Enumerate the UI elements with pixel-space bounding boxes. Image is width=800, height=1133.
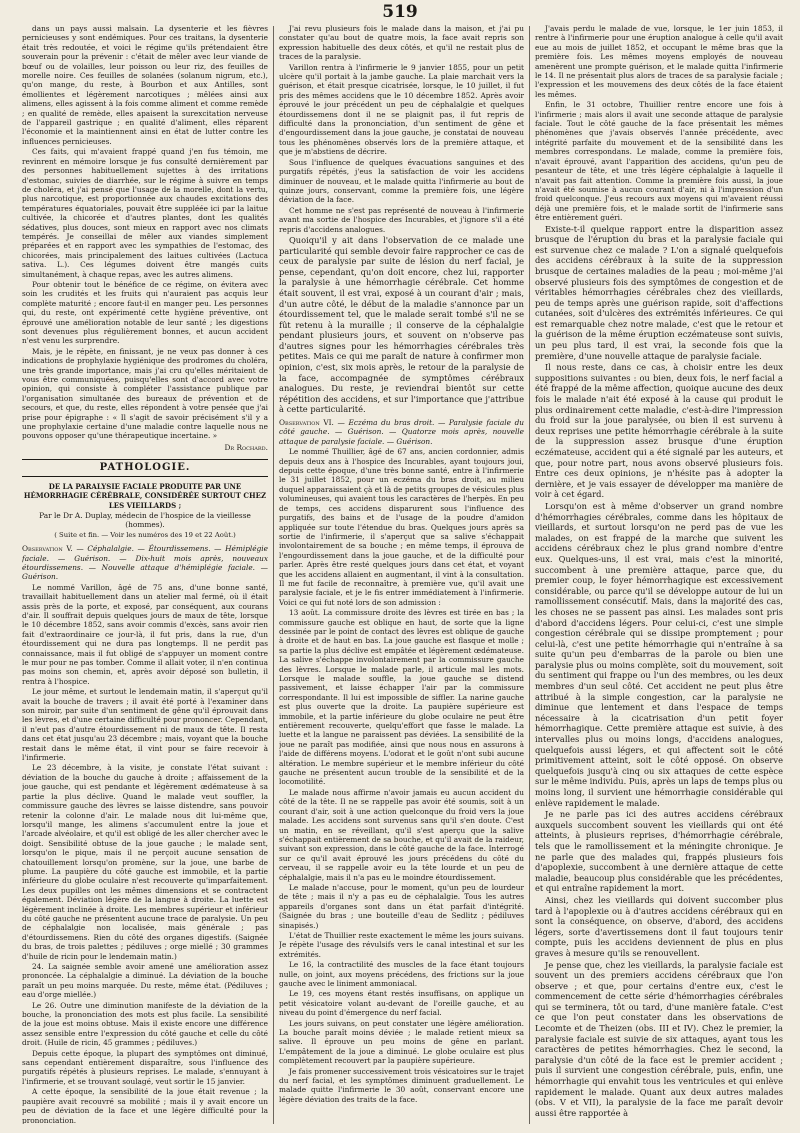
paragraph: Lorsqu'on est à même d'observer un grand nombre d'hémorrhagies cérébrales, comme dans les hôpitaux de vieillards, et surtout lorsqu'on ne perd pas de vue les malades, on est frappé de la marche que suivent les accidens cérébraux chez le plus grand nombre d'entre eux. Quelques-uns, il est vrai, mais c'est la minorité, succombent à une première attaque, parce que, du premier coup, le foyer hémorrhagique est excessivement considérable, ou parce qu'il se développe autour de lui un ramollissement consécutif. Mais, dans la majorité des cas, les choses ne se passent pas ainsi. Les malades sont pris d'abord d'accidens légers. Pour celui-ci, c'est une simple congestion cérébrale qui se dissipe promptement ; pour celui-là, c'est une petite hémorrhagie qui n'entraîne à sa suite qu'un peu d'embarras de la parole ou bien une paralysie plus ou moins complète, soit du mouvement, soit du sentiment qui frappe ou l'un des membres, ou les deux membres d'un seul côté. Cet accident ne peut plus être attribué à la simple congestion, car la paralysie ne diminue que lentement et dans l'espace de temps nécessaire à la cicatrisation d'un petit foyer hémorrhagique. Cette première attaque est suivie, à des intervalles plus ou moins longs, d'accidens analogues, quelquefois aussi légers, et qui affectent soit le côté primitivement atteint, soit le côté opposé. On observe quelquefois jusqu'à cinq ou six attaques de cette espèce sur le même individu. Puis, après un laps de temps plus ou moins long, il survient une hémorrhagie considérable qui enlève rapidement le malade.	[535, 500, 783, 808]
paragraph: Enfin, le 31 octobre, Thuillier rentre encore une fois à l'infirmerie ; mais alors il avait une seconde attaque de paralysie faciale. Tout le côté gauche de la face présentait les mêmes phénomènes que j'avais observés l'année précédente, avec intégrité parfaite du mouvement et de la sensibilité dans les membres correspondans. Le malade, comme la première fois, n'avait éprouvé, avant l'apparition des accidens, qu'un peu de pesanteur de tête, et une très légère céphalalgie à laquelle il n'avait pas fait attention. Comme la première fois aussi, la joue n'avait été soumise à aucun courant d'air, ni à l'impression d'un froid quelconque. J'eus recours aux moyens qui m'avaient réussi déjà une première fois, et le malade sortit de l'infirmerie sans être entièrement guéri.	[535, 100, 783, 223]
paragraph: Le nommé Thuillier, âgé de 67 ans, ancien cordonnier, admis depuis deux ans à l'hospice des Incurables, ayant toujours joui, depuis cette époque, d'une très bonne santé, entre à l'infirmerie le 31 juillet 1852, pour un eczéma du bras droit, au milieu duquel apparaissaient çà et là de petits groupes de vésicules plus volumineuses, qui avaient tous les caractères de l'herpès. En peu de temps, ces accidens disparurent sous l'influence des purgatifs, des bains et de l'usage de la poudre d'amidon appliquée sur toute l'étendue du bras. Quelques jours après sa sortie de l'infirmerie, il s'aperçut que sa salive s'échappait involontairement de sa bouche ; en même temps, il éprouva de l'engourdissement dans la joue gauche, et de la difficulté pour parler. Après être resté quelques jours dans cet état, et voyant que les accidens allaient en augmentant, il vint à la consultation. Il me fut facile de reconnaître, à première vue, qu'il avait une paralysie faciale, et je le fis entrer immédiatement à l'infirmerie. Voici ce qui fut noté lors de son admission :	[279, 447, 524, 607]
observation-heading	[279, 418, 524, 446]
paragraph: Ainsi, chez les vieillards qui doivent succomber plus tard à l'apoplexie ou à d'autres accidens cérébraux qui en sont la conséquence, on observe, d'abord, des accidens légers, sorte d'avertissemens dont il faut toujours tenir compte, puis les accidens deviennent de plus en plus graves à mesure qu'ils se renouvellent.	[535, 894, 783, 958]
paragraph: Cet homme ne s'est pas représenté de nouveau à l'infirmerie avant ma sortie de l'hospice des Incurables, et j'ignore s'il a été repris d'accidens analogues.	[279, 205, 524, 234]
paragraph: Existe-t-il quelque rapport entre la disparition assez brusque de l'éruption du bras et la paralysie faciale qui est survenue chez ce malade ? L'on a signalé quelquefois des accidens cérébraux à la suite de la suppression brusque de certaines maladies de la peau ; moi-même j'ai observé plusieurs fois des symptômes de congestion et de véritables hémorrhagies cérébrales chez des vieillards, peu de temps après une guérison rapide, soit d'affections cutanées, soit d'ulcères des extrémités inférieures. Ce qui est remarquable chez notre malade, c'est que le retour et la guérison de la même éruption eczémateuse sont suivis, un peu plus tard, il est vrai, la seconde fois que la première, d'une nouvelle attaque de paralysie faciale.	[535, 223, 783, 361]
paragraph: Le jour même, et surtout le lendemain matin, il s'aperçut qu'il avait la bouche de travers ; il avait été porté à l'examiner dans son miroir, par suite d'un sentiment de gêne qu'il éprouvait dans les lèvres, et d'une certaine difficulté pour prononcer. Cependant, il n'eut pas d'autre étourdissement ni de maux de tête. Il resta dans cet état jusqu'au 23 décembre ; mais, voyant que la bouche restait dans le même état, il vint pour se faire recevoir à l'infirmerie.	[22, 687, 268, 763]
paragraph: 24. La saignée semble avoir amené une amélioration assez prononcée. La céphalalgie a diminué. La déviation de la bouche paraît un peu moins marquée. Du reste, même état. (Pédiluves ; eau d'orge miellée.)	[22, 962, 268, 1000]
paragraph: Sous l'influence de quelques évacuations sanguines et des purgatifs répétés, j'eus la satisfaction de voir les accidens diminuer de nouveau, et le malade quitta l'infirmerie au bout de quinze jours, conservant, comme la première fois, une légère déviation de la face.	[279, 157, 524, 205]
column-1	[22, 24, 268, 1124]
column-3	[535, 24, 783, 1124]
paragraph: Le 23 décembre, à la visite, je constate l'état suivant : déviation de la bouche du gauche à droite ; affaissement de la joue gauche, qui est pendante et légèrement œdémateuse à sa partie la plus déclive. Quand le malade veut souffler, la commissure gauche des lèvres se laisse distendre, sans pouvoir retenir la colonne d'air. Le malade nous dit lui-même que, lorsqu'il mange, les alimens s'accumulent entre la joue et l'arcade alvéolaire, et qu'il est obligé de les aller chercher avec le doigt. Sensibilité obtuse de la joue gauche ; le malade sent, lorsqu'on le pique, mais il ne perçoit aucune sensation de chatouillement lorsqu'on promène, sur la joue, une barbe de plume. La paupière du côté gauche est immobile, et la partie inférieure du globe oculaire n'est recouverte qu'imparfaitement. Les deux pupilles ont les mêmes dimensions et se contractent également. Déviation légère de la langue à droite. La luette est légèrement inclinée à droite. Les membres supérieur et inférieur du côté gauche ne présentent aucune trace de paralysie. Un peu de céphalalgie non localisée, mais générale ; pas d'étourdissemens. Rien du côté des organes digestifs. (Saignée du bras, de trois palettes ; pédiluves ; orge miellé ; 30 grammes d'huile de ricin pour le lendemain matin.)	[22, 763, 268, 961]
column-rule-right	[529, 26, 530, 1124]
paragraph: Les jours suivans, on peut constater une légère amélioration. La bouche paraît moins déviée ; le malade retient mieux sa salive. Il éprouve un peu moins de gêne en parlant. L'empâtement de la joue a diminué. Le globe oculaire est plus complètement recouvert par la paupière supérieure.	[279, 1018, 524, 1066]
paragraph: Le malade n'accuse, pour le moment, qu'un peu de lourdeur de tête ; mais il n'y a pas eu de céphalalgie. Tous les autres appareils d'organes sont dans un état parfait d'intégrité. (Saignée du bras ; une bouteille d'eau de Sedlitz ; pédiluves sinapisés.)	[279, 882, 524, 930]
observation-heading	[22, 544, 268, 582]
paragraph: Je fais promener successivement trois vésicatoires sur le trajet du nerf facial, et les symptômes diminuent graduellement. Le malade quitte l'infirmerie le 30 août, conservant encore une légère déviation des traits de la face.	[279, 1066, 524, 1104]
paragraph: dans un pays aussi malsain. La dysenterie et les fièvres pernicieuses y sont endémiques. Pour ces traitans, la dysenterie était très redoutée, et voici le régime qu'ils prétendaient être souverain pour la prévenir : c'était de mêler avec leur viande de bœuf ou de volailles, leur poisson ou leur riz, des feuilles de morelle noire. Ces feuilles de solanées (solanum nigrum, etc.), qu'on mange, du reste, à Bourbon et aux Antilles, sont émollientes et légèrement narcotiques ; mêlées ainsi aux alimens, elles agissent à la fois comme aliment et comme remède ; en qualité de remède, elles apaisent la surexcitation nerveuse de l'appareil gastrique ; en qualité d'aliment, elles réparent l'économie et la maintiennent ainsi en état de lutter contre les influences pernicieuses.	[22, 24, 268, 146]
column-2	[279, 24, 524, 1124]
section-heading: PATHOLOGIE.	[22, 459, 268, 476]
paragraph: Varillon rentra à l'infirmerie le 9 janvier 1855, pour un petit ulcère qu'il portait à la jambe gauche. La plaie marchait vers la guérison, et était presque cicatrisée, lorsque, le 10 juillet, il fut pris des mêmes accidens que le 10 décembre 1852. Après avoir éprouvé le jour précédent un peu de céphalalgie et quelques étourdissemens dont il ne se plaignit pas, il fut repris de difficulté dans la prononciation, d'un sentiment de gêne et d'engourdissement dans la joue gauche, je constatai de nouveau tous les phénomènes observés lors de la première attaque, et que je m'abstiens de décrire.	[279, 62, 524, 157]
paragraph: Le 19, ces moyens étant restés insuffisans, on applique un petit vésicatoire volant au-devant de l'oreille gauche, et au niveau du point d'émergence du nerf facial.	[279, 989, 524, 1018]
article-byline: Par le Dr A. Duplay, médecin de l'hospice de la vieillesse (hommes).	[39, 510, 251, 530]
observation-summary: — Céphalalgie. — Étourdissemens. — Hémiplégie faciale. — Guérison. — Dix-huit mois après, nouveaux étourdissemens. — Nouvelle attaque d'hémiplégie faciale. — Guérison.	[22, 544, 268, 582]
paragraph: Ces faits, qui m'avaient frappé quand j'en fus témoin, me revinrent en mémoire lorsque je fus consulté dernièrement par des personnes habituellement sujettes à des irritations d'estomac, suivies de diarrhée, sur le régime à suivre en temps de choléra, et j'ai pensé que l'usage de la morelle, dont la vertu, plus narcotique, est proportionnée aux chaudes excitations des températures équatoriales, pouvait être suppléée ici par la laitue cultivée, la chicorée et d'autres plantes, dont les qualités sédatives, plus douces, sont mieux en rapport avec nos climats tempérés. Je conseillai de mêler aux viandes simplement préparées et en rapport avec les sympathies de l'estomac, des chicorées, mais principalement des laitues cultivées (Lactuca sativa. L.). Ces légumes doivent être mangés cuits simultanément, à chaque repas, avec les autres alimens.	[22, 147, 268, 279]
observation-label: Observation VI.	[279, 418, 334, 428]
paragraph: Je ne parle pas ici des autres accidens cérébraux auxquels succombent souvent les vieillards qui ont été atteints, à plusieurs reprises, d'hémorrhagie cérébrale, tels que le ramollissement et la méningite chronique. Je ne parle que des malades qui, frappés plusieurs fois d'apoplexie, succombent à une dernière attaque de cette maladie, beaucoup plus considérable que les précédentes, et qui entraîne rapidement la mort.	[535, 809, 783, 894]
paragraph: 13 août. La commissure droite des lèvres est tirée en bas ; la commissure gauche est oblique en haut, de sorte que la ligne dessinée par le point de contact des lèvres est oblique de gauche à droite et de haut en bas. La joue gauche est flasque et molle ; sa partie la plus déclive est empâtée et légèrement œdémateuse. La salive s'échappe involontairement par la commissure gauche des lèvres. Lorsque le malade parle, il articule mal les mots. Lorsque le malade souffle, la joue gauche se distend passivement, et laisse échapper l'air par la commissure correspondante. Il lui est impossible de siffler. La narine gauche est plus ouverte que la droite. La paupière supérieure est immobile, et la partie inférieure du globe oculaire ne peut être entièrement recouverte, quelqu'effort que fasse le malade. La luette et la langue ne paraissent pas déviées. La sensibilité de la joue ne paraît pas modifiée, ainsi que nous nous en assurons à l'aide de différens moyens. L'odorat et le goût n'ont subi aucune altération. Le membre supérieur et le membre inférieur du côté gauche ne présentent aucun trouble de la sensibilité et de la locomotilité.	[279, 608, 524, 787]
author-signature: Dr Rochard.	[224, 442, 268, 452]
page-number: 519	[382, 2, 418, 22]
paragraph: Le 16, la contractilité des muscles de la face étant toujours nulle, on joint, aux moyens précédens, des frictions sur la joue gauche avec le liniment ammoniacal.	[279, 960, 524, 988]
paragraph: Je pense que, chez les vieillards, la paralysie faciale est souvent un des premiers accidens cérébraux que l'on observe ; et que, pour certains d'entre eux, c'est le commencement de cette série d'hémorrhagies cérébrales qui se terminera, tôt ou tard, d'une manière fatale. C'est ce que l'on peut constater dans les observations de Lecomte et de Theizen (obs. III et IV). Chez le premier, la paralysie faciale est suivie de six attaques, ayant tous les caractères de petites hémorrhagies. Chez le second, la paralysie d'un côté de la face est le premier accident ; puis il survient une congestion cérébrale, puis, enfin, une hémorrhagie qui envahit tous les ventricules et qui enlève rapidement le malade. Quant aux deux autres malades (obs. V et VII), la paralysie de la face me paraît devoir aussi être rapportée à	[535, 959, 783, 1118]
paragraph: A cette époque, la sensibilité de la joue était revenue ; la paupière avait recouvré sa mobilité ; mais il y avait encore un peu de déviation de la face et une légère difficulté pour la prononciation.	[22, 1087, 268, 1124]
observation-summary: — Eczéma du bras droit. — Paralysie faciale du côté gauche. — Guérison. — Quatorze mois après, nouvelle attaque de paralysie faciale. — Guérison.	[279, 418, 524, 446]
article-note: ( Suite et fin. — Voir les numéros des 19 et 22 Août.)	[54, 530, 236, 539]
paragraph: Quoiqu'il y ait dans l'observation de ce malade une particularité qui semble devoir faire rapprocher ce cas de ceux de paralysie par suite de lésion du nerf facial, je pense, cependant, qu'on doit encore, chez lui, rapporter la paralysie à une hémorrhagie cérébrale. Cet homme était souvent, il est vrai, exposé à un courant d'air ; mais, d'un autre côté, le début de la maladie s'annonce par un étourdissement tel, que le malade serait tombé s'il ne se fût retenu à la muraille ; il conserve de la céphalalgie pendant plusieurs jours, et souvent on n'observe pas d'autres signes pour les hémorrhagies cérébrales très petites. Mais ce qui me paraît de nature à confirmer mon opinion, c'est, six mois après, le retour de la paralysie de la face, accompagnée de symptômes cérébraux analogues. Du reste, je reviendrai bientôt sur cette répétition des accidens, et sur l'importance que j'attribue à cette particularité.	[279, 234, 524, 415]
paragraph: Depuis cette époque, la plupart des symptômes ont diminué, sans cependant entièrement disparaître, sous l'influence des purgatifs répétés à plusieurs reprises. Le malade, s'ennuyant à l'infirmerie, et se trouvant soulagé, veut sortir le 15 janvier.	[22, 1048, 268, 1086]
paragraph: L'état de Thuillier reste exactement le même les jours suivans. Je répète l'usage des révulsifs vers le canal intestinal et sur les extrémités.	[279, 930, 524, 959]
paragraph: J'avais perdu le malade de vue, lorsque, le 1er juin 1853, il rentre à l'infirmerie pour une éruption analogue à celle qu'il avait eue au mois de juillet 1852, et occupant le même bras que la première fois. Les mêmes moyens employés de nouveau amenèrent une prompte guérison, et le malade quitta l'infirmerie le 14. Il ne présentait plus alors de traces de sa paralysie faciale ; l'expression et les mouvemens des deux côtés de la face étaient les mêmes.	[535, 24, 783, 99]
paragraph: J'ai revu plusieurs fois le malade dans la maison, et j'ai pu constater qu'au bout de quatre mois, la face avait repris son expression habituelle des deux côtés, et qu'il ne restait plus de traces de la paralysie.	[279, 24, 524, 62]
paragraph: Mais, je le répète, en finissant, je ne veux pas donner à ces indications de prophylaxie hygiénique des prodromes du choléra, une très grande importance, mais j'ai cru qu'elles méritaient de vous être communiquées, puisqu'elles sont d'accord avec votre opinion, qui consiste à compléter l'assistance publique par l'organisation simultanée des bureaux de prévention et de secours, et que, du reste, elles répondent à votre pensée que j'ai prise pour épigraphe : « Il s'agit de savoir précisément s'il y a une prophylaxie certaine d'une maladie contre laquelle nous ne pouvons opposer qu'une thérapeutique incertaine. »	[22, 346, 268, 441]
paragraph: Le 26. Outre une diminution manifeste de la déviation de la bouche, la prononciation des mots est plus facile. La sensibilité de la joue est moins obtuse. Mais il existe encore une différence assez sensible entre l'expression du côté gauche et celle du côté droit. (Huile de ricin, 45 grammes ; pédiluves.)	[22, 1000, 268, 1048]
observation-label: Observation V.	[22, 544, 73, 554]
paragraph: Il nous reste, dans ce cas, à choisir entre les deux suppositions suivantes : ou bien, deux fois, le nerf facial a été frappé de la même affection, quoique aucune des deux fois le malade n'ait été exposé à la cause qui produit le plus ordinairement cette maladie, c'est-à-dire l'impression du froid sur la joue paralysée, ou bien il est survenu à deux reprises une petite hémorrhagie cérébrale à la suite de la suppression assez brusque d'une éruption eczémateuse, accident qui a été signalé par les auteurs, et que, pour notre part, nous avons observé plusieurs fois. Entre ces deux opinions, je n'hésite pas à adopter la dernière, et je vais essayer de développer ma manière de voir à cet égard.	[535, 362, 783, 500]
paragraph: Le nommé Varillon, âgé de 75 ans, d'une bonne santé, travaillait habituellement dans un atelier mal fermé, où il était assis près de la porte, et exposé, par conséquent, aux courans d'air. Il souffrait depuis quelques jours de maux de tête, lorsque le 10 décembre 1852, sans avoir commis d'excès, sans avoir rien fait d'extraordinaire ce jour-là, il fut pris, dans la rue, d'un étourdissement qui ne dura pas longtemps. Il ne perdit pas connaissance, mais il fut obligé de s'appuyer un moment contre le mur pour ne pas tomber. Comme il allait voter, il n'en continua pas moins son chemin, et, après avoir déposé son bulletin, il rentra à l'hospice.	[22, 582, 268, 686]
article-title: DE LA PARALYSIE FACIALE PRODUITE PAR UNE HÉMORRHAGIE CÉRÉBRALE, CONSIDÉRÉE SURTOUT CHEZ LES VIEILLARDS ;	[23, 481, 267, 510]
paragraph: Pour obtenir tout le bénéfice de ce régime, on évitera avec soin les crudités et les fruits qui n'auraient pas acquis leur complète maturité ; encore faut-il en manger peu. Les personnes qui, du reste, ont expérimenté cette hygiène préventive, ont éprouvé une amélioration notable de leur santé ; les digestions sont devenues plus régulièrement bonnes, et aucun accident n'est venu les surprendre.	[22, 279, 268, 346]
column-rule-left	[273, 26, 274, 1124]
paragraph: Le malade nous affirme n'avoir jamais eu aucun accident du côté de la tête. Il ne se rappelle pas avoir été soumis, soit à un courant d'air, soit à une action quelconque du froid vers la joue malade. Les accidens sont survenus sans qu'il s'en doute. C'est un matin, en se réveillant, qu'il s'est aperçu que la salive s'échappait entièrement de sa bouche, et qu'il avait de la raideur, suivant son expression, dans le côté gauche de la face. Interrogé sur ce qu'il avait éprouvé les jours précédens du côté du cerveau, il se rappelle avoir eu la tête lourde et un peu de céphalalgie, mais il n'a pas eu le moindre étourdissement.	[279, 787, 524, 882]
